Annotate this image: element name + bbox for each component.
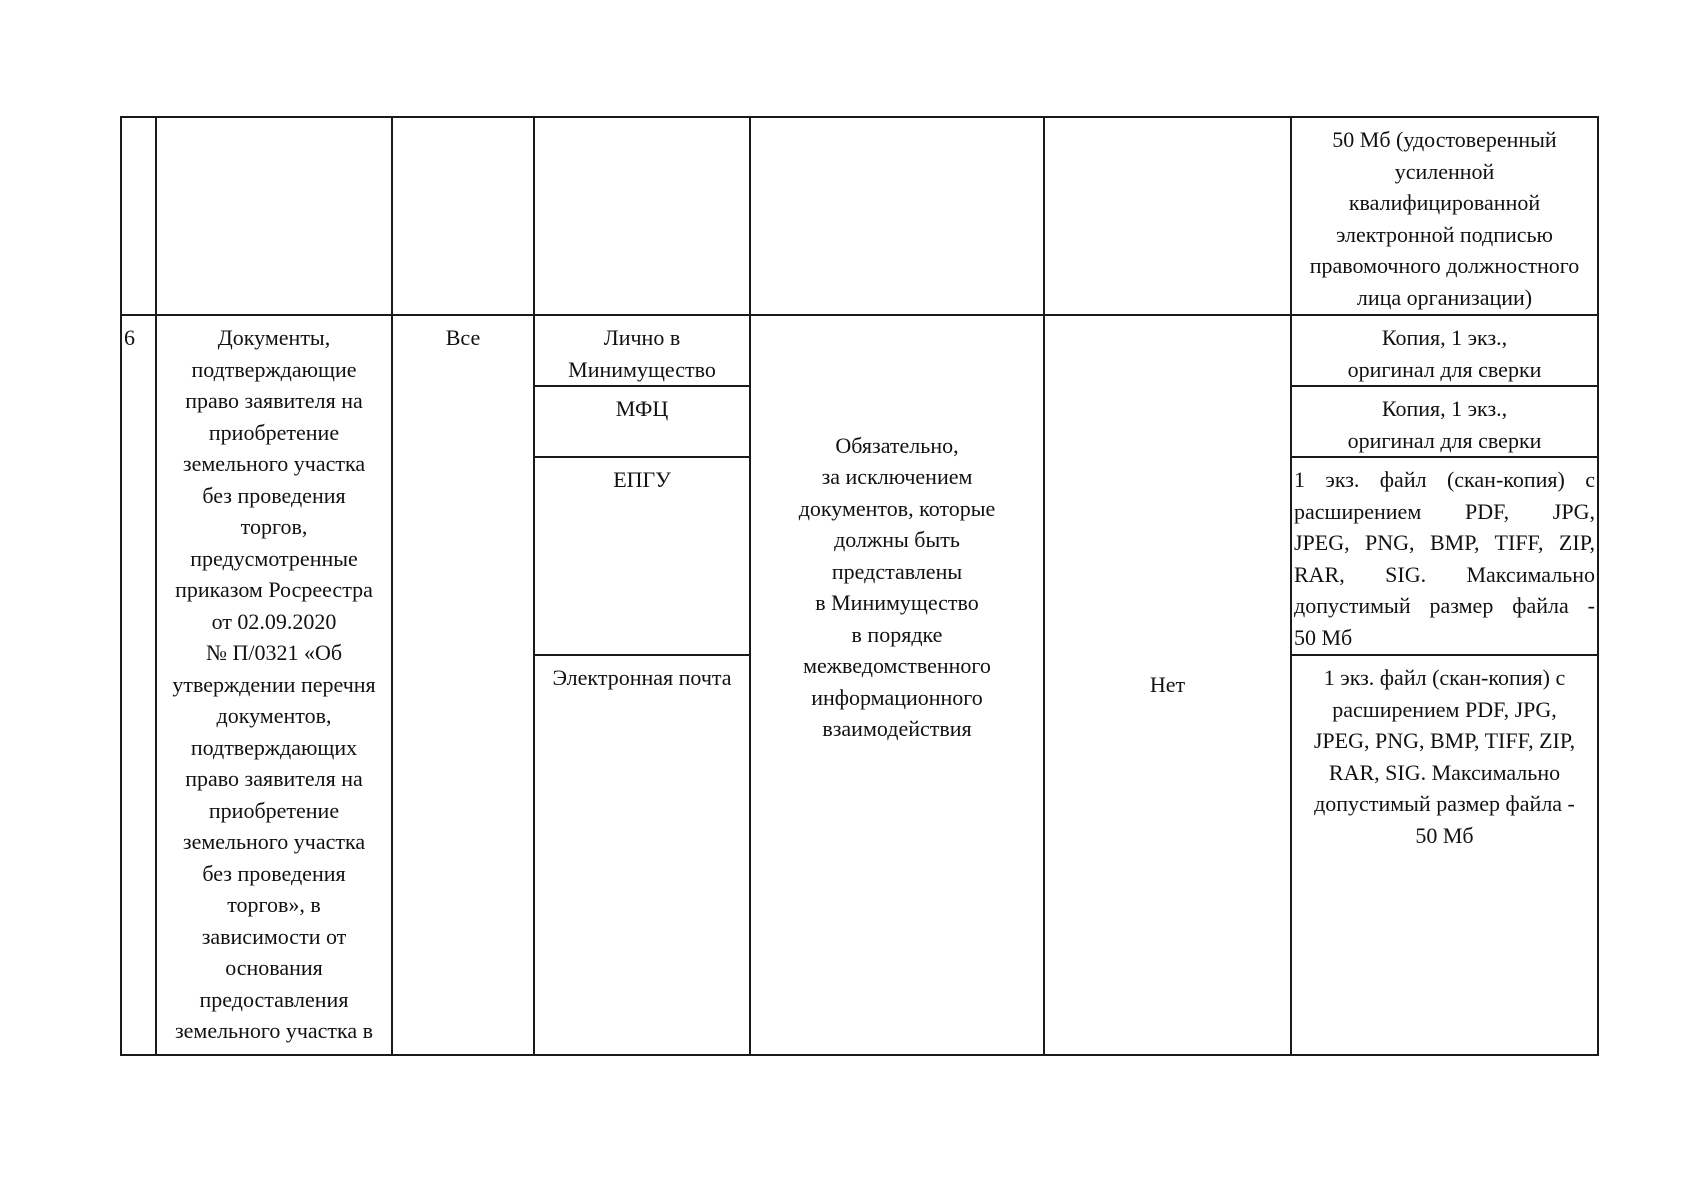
documents-table	[120, 116, 1599, 1056]
document-line: основания	[225, 955, 323, 980]
requirement-line: представлены	[831, 558, 963, 584]
requirement-line: межведомственного	[803, 653, 991, 678]
document-line: № П/0321 «Об	[205, 640, 343, 665]
channel-line: Минимущество	[568, 356, 716, 382]
cell-format-email	[1291, 655, 1598, 1055]
document-line: зависимости от	[201, 923, 347, 949]
document-line: земельного участка	[182, 829, 366, 854]
format-line: расширением PDF, JPG,	[1332, 696, 1557, 722]
channel-line: Лично в	[603, 325, 681, 350]
format-line: 50 Мб	[1415, 822, 1474, 848]
storage-line: лица организации)	[1356, 284, 1533, 310]
document-line: предусмотренные	[190, 545, 358, 571]
format-line: JPEG, PNG, BMP, TIFF, ZIP,	[1294, 530, 1595, 555]
document-line: торгов», в	[227, 892, 321, 917]
cell-format-epgu	[1291, 457, 1598, 655]
cell-document-empty	[156, 117, 392, 315]
format-line: RAR, SIG. Максимально	[1294, 561, 1595, 587]
document-line: подтверждающих	[190, 734, 358, 760]
document-line: право заявителя на	[185, 766, 363, 791]
storage-line: 50 Мб (удостоверенный	[1332, 127, 1557, 152]
document-line: без проведения	[202, 860, 346, 886]
format-line: Копия, 1 экз.,	[1381, 396, 1508, 421]
channel-line: ЕПГУ	[613, 467, 671, 492]
table-row-6a	[121, 315, 1598, 386]
cell-flag-empty	[1044, 117, 1291, 315]
format-line: 1 экз. файл (скан-копия) с	[1323, 665, 1566, 690]
cell-channel-epgu	[534, 457, 750, 655]
channel-line: Электронная почта	[552, 665, 732, 690]
document-line: Документы,	[217, 325, 331, 350]
cell-channel-mfc	[534, 386, 750, 457]
cell-applicants: Все	[392, 315, 534, 1055]
cell-format-personal	[1291, 315, 1598, 386]
format-line: JPEG, PNG, BMP, TIFF, ZIP,	[1313, 728, 1576, 753]
document-line: без проведения	[202, 482, 346, 508]
document-line: приобретение	[208, 797, 340, 823]
cell-number-empty	[121, 117, 156, 315]
requirement-line: документов, которые	[798, 495, 996, 521]
format-line: 50 Мб	[1294, 624, 1353, 650]
cell-requirement-empty	[750, 117, 1044, 315]
cell-format-mfc	[1291, 386, 1598, 457]
requirement-line: взаимодействия	[822, 716, 972, 741]
format-line: оригинал для сверки	[1347, 356, 1542, 382]
cell-document-name	[156, 315, 392, 1055]
document-line: приобретение	[208, 419, 340, 445]
format-line: 1 экз. файл (скан-копия) с	[1294, 467, 1595, 492]
document-line: земельного участка в	[174, 1018, 374, 1043]
format-line: допустимый размер файла -	[1294, 593, 1595, 618]
document-line: предоставления	[199, 986, 349, 1012]
format-line: Копия, 1 экз.,	[1381, 325, 1508, 350]
storage-line: правомочного должностного	[1309, 253, 1580, 278]
document-line: право заявителя на	[185, 388, 363, 413]
document-line: подтверждающие	[191, 356, 357, 382]
requirement-line: в порядке	[851, 621, 943, 647]
cell-channel-personal	[534, 315, 750, 386]
requirement-line: в Минимущество	[815, 590, 979, 615]
storage-line: квалифицированной	[1348, 190, 1541, 215]
requirement-line: должны быть	[834, 527, 960, 552]
format-line: RAR, SIG. Максимально	[1328, 759, 1561, 785]
requirement-line: Обязательно,	[835, 432, 959, 458]
document-line: от 02.09.2020	[211, 608, 337, 634]
format-line: оригинал для сверки	[1347, 427, 1542, 453]
channel-line: МФЦ	[615, 396, 669, 421]
storage-line: электронной подписью	[1335, 221, 1553, 247]
cell-channel-empty	[534, 117, 750, 315]
requirement-line: за исключением	[821, 464, 973, 489]
requirement-line: информационного	[811, 684, 983, 710]
format-line: расширением PDF, JPG,	[1294, 498, 1595, 524]
cell-channel-email	[534, 655, 750, 1055]
cell-storage-note	[1291, 117, 1598, 315]
cell-flag: Нет	[1044, 315, 1291, 1055]
format-line: допустимый размер файла -	[1314, 791, 1575, 816]
table-row-continuation	[121, 117, 1598, 315]
document-line: утверждении перечня	[172, 671, 376, 697]
storage-line: усиленной	[1394, 158, 1495, 184]
cell-applicants-empty	[392, 117, 534, 315]
row-number: 6	[121, 315, 156, 1055]
document-line: приказом Росреестра	[175, 577, 373, 602]
document-line: земельного участка	[182, 451, 366, 476]
document-line: документов,	[216, 703, 332, 728]
document-line: торгов,	[240, 514, 308, 539]
cell-requirement	[750, 315, 1044, 1055]
